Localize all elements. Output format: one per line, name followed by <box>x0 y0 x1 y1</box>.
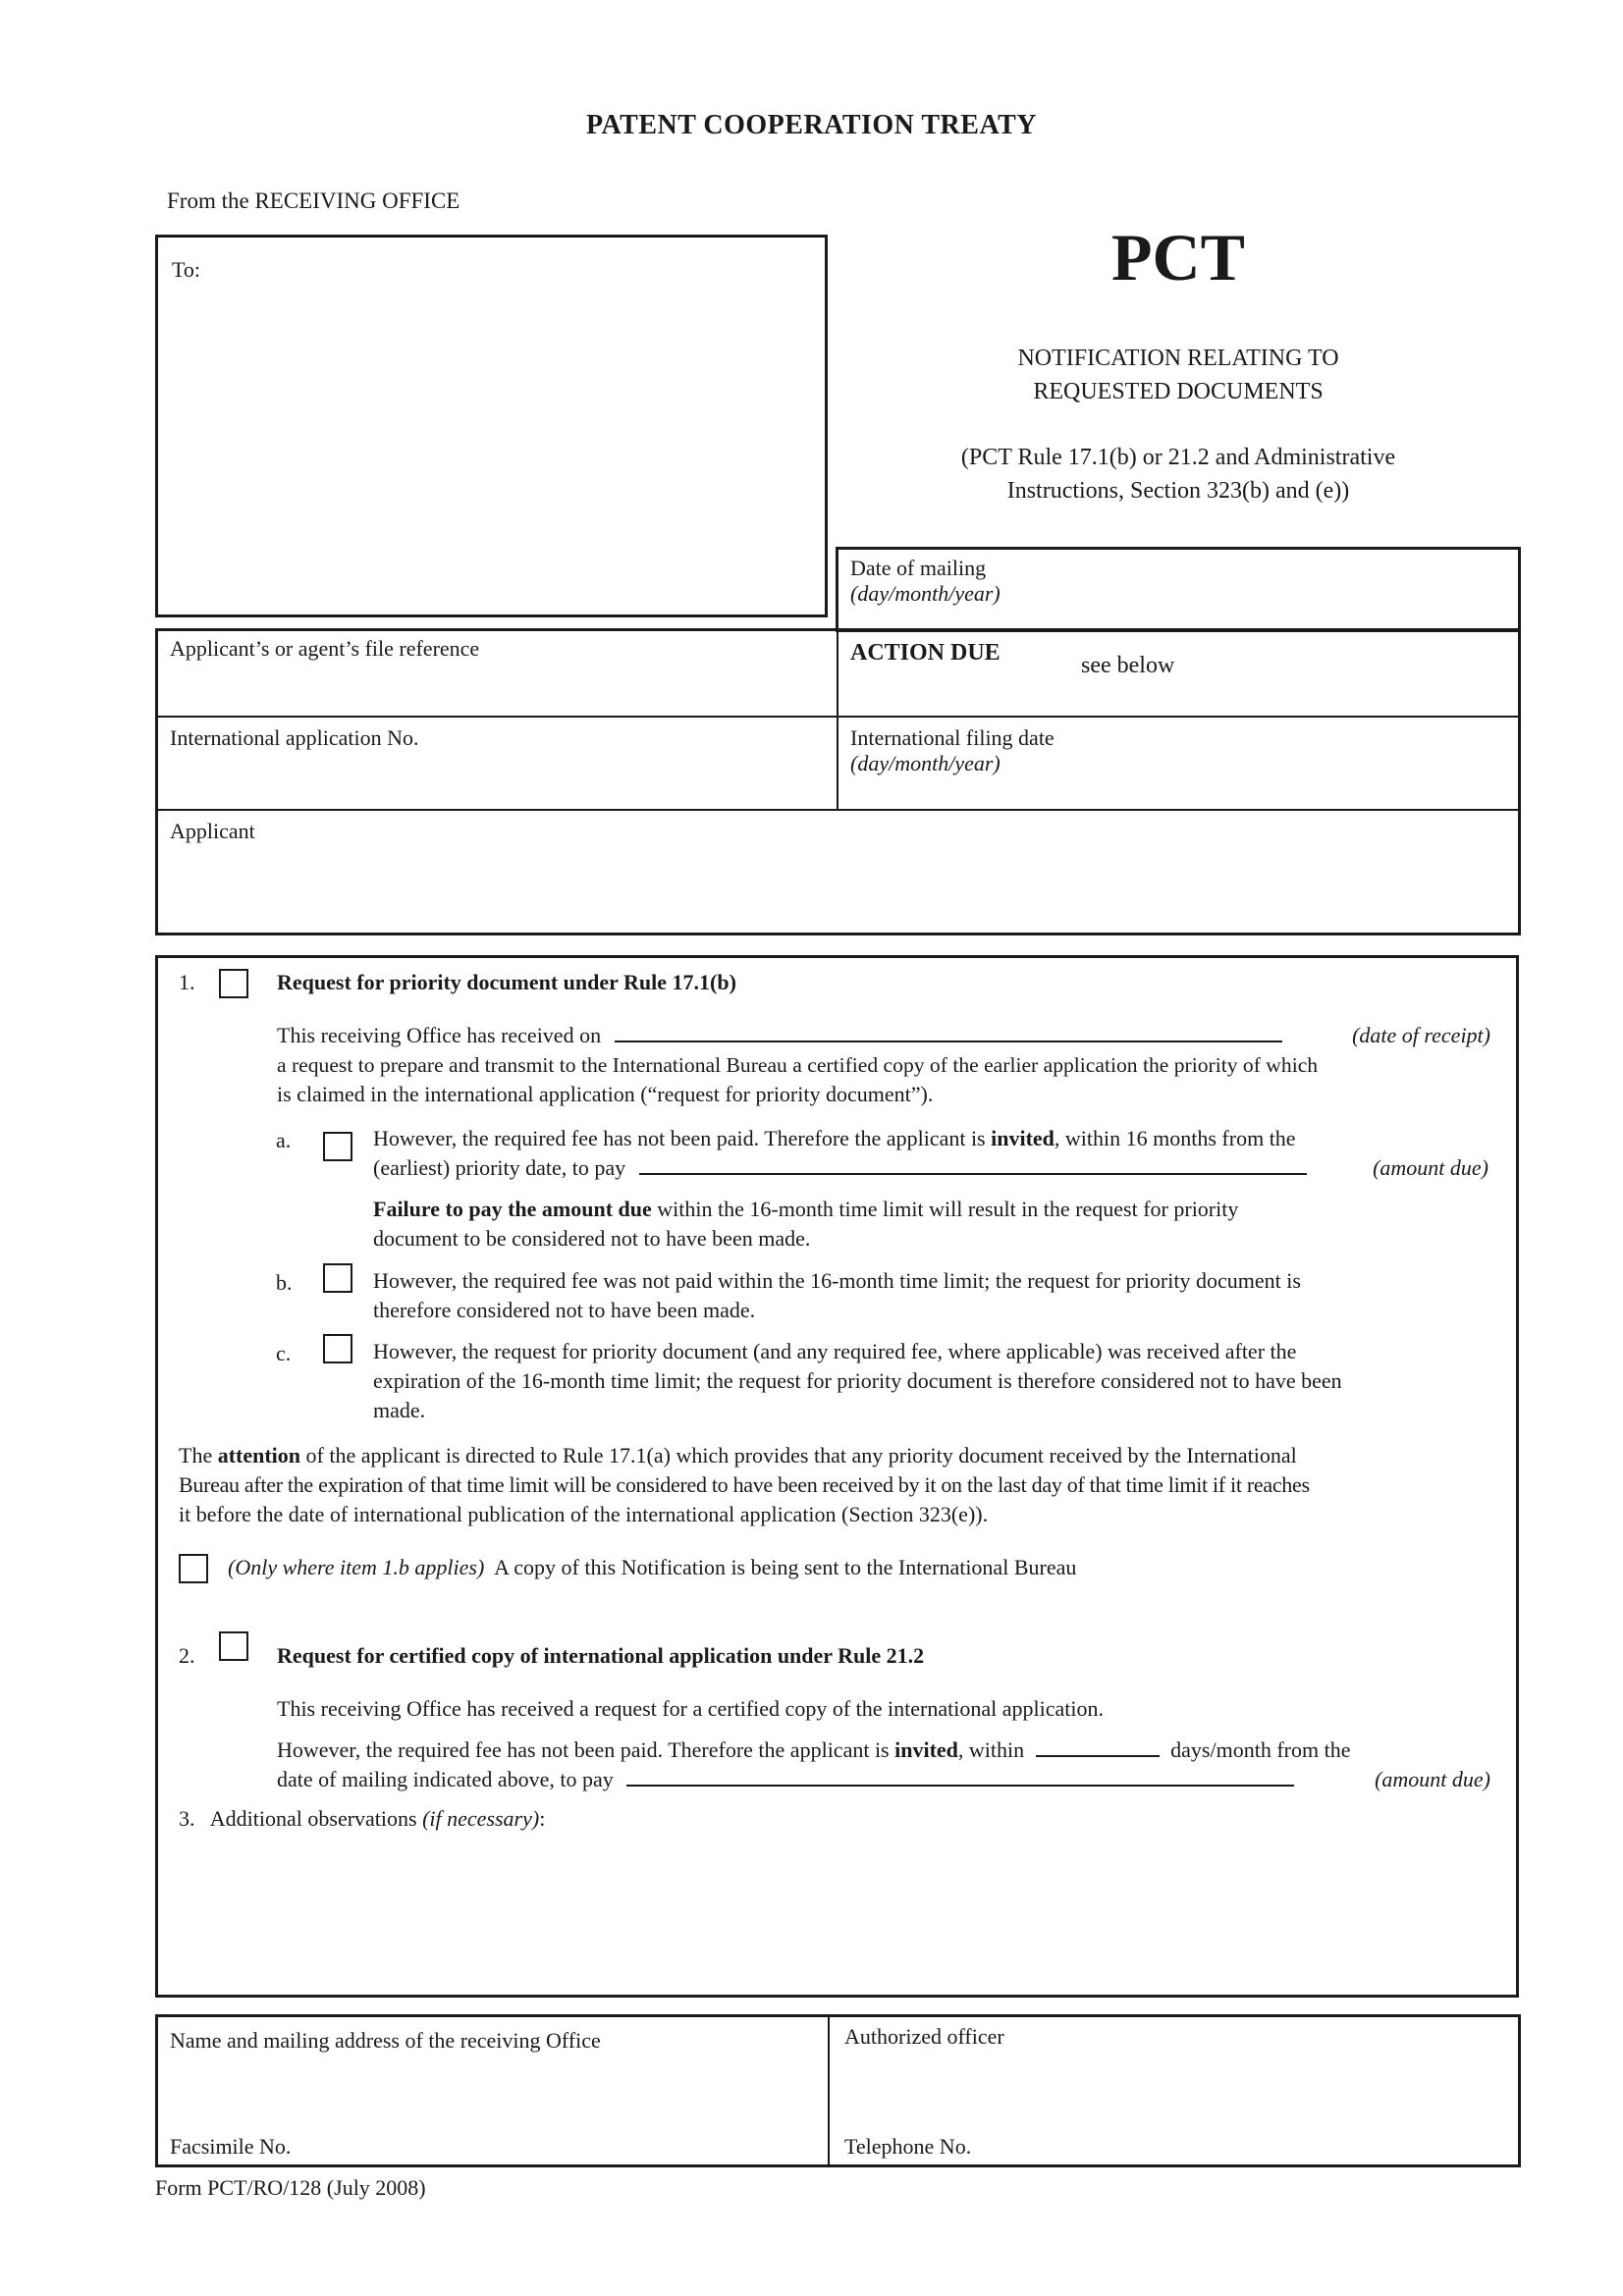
item1a-failure-line2: document to be considered not to have been made. <box>373 1226 811 1251</box>
copy-to-ib-checkbox[interactable] <box>179 1554 208 1583</box>
file-reference-label: Applicant’s or agent’s file reference <box>170 636 480 661</box>
item2-amount-blank[interactable] <box>626 1767 1294 1787</box>
authorized-officer-label: Authorized officer <box>844 2024 1004 2049</box>
attention-line3: it before the date of international publication of the international application (Section 323(e)). <box>179 1502 989 1526</box>
treaty-title: PATENT COOPERATION TREATY <box>585 110 1037 140</box>
item1a-text-line2: (earliest) priority date, to pay (amount due) <box>373 1155 1488 1180</box>
date-of-mailing-format: (day/month/year) <box>850 581 1001 606</box>
intl-app-no-label: International application No. <box>170 725 419 750</box>
office-address-label: Name and mailing address of the receiving Office <box>170 2028 601 2053</box>
intl-filing-date-format: (day/month/year) <box>850 751 1001 775</box>
date-of-mailing-label: Date of mailing <box>850 556 987 580</box>
from-label: From the RECEIVING OFFICE <box>167 188 460 213</box>
item2-text-line1: This receiving Office has received a request for a certified copy of the international application. <box>277 1696 1104 1721</box>
item3-label: 3. Additional observations (if necessary): <box>179 1806 546 1831</box>
item1a-letter: a. <box>276 1128 292 1152</box>
grid-vertical-divider <box>837 628 839 811</box>
item2-checkbox[interactable] <box>219 1631 248 1661</box>
rule-reference-line1: (PCT Rule 17.1(b) or 21.2 and Administrative <box>960 445 1396 470</box>
item1b-letter: b. <box>276 1270 293 1295</box>
item1-title: Request for priority document under Rule 17.1(b) <box>277 970 736 994</box>
pct-logo: PCT <box>1111 220 1245 294</box>
item2-number: 2. <box>179 1643 195 1668</box>
item1-text-line2: a request to prepare and transmit to the International Bureau a certified copy of the earlier application the priority of which <box>277 1053 1319 1077</box>
item1b-checkbox[interactable] <box>323 1263 352 1293</box>
item1a-amount-blank[interactable] <box>639 1155 1307 1175</box>
item3-observations-area[interactable] <box>179 1845 1494 1983</box>
item2-text-line3: date of mailing indicated above, to pay (amount due) <box>277 1767 1490 1791</box>
copy-to-ib-note: (Only where item 1.b applies) A copy of this Notification is being sent to the International Bureau <box>228 1555 1077 1579</box>
to-label: To: <box>172 257 201 282</box>
item1-text-line3: is claimed in the international application (“request for priority document”). <box>277 1082 934 1106</box>
item1c-letter: c. <box>276 1341 292 1365</box>
item1c-text-line2: expiration of the 16-month time limit; the request for priority document is therefore considered not to have been <box>373 1368 1342 1393</box>
form-identifier: Form PCT/RO/128 (July 2008) <box>155 2175 426 2200</box>
item1a-failure-line1: Failure to pay the amount due within the 16-month time limit will result in the request for priority <box>373 1197 1239 1221</box>
facsimile-label: Facsimile No. <box>170 2134 292 2159</box>
rule-reference-line2: Instructions, Section 323(b) and (e)) <box>1006 478 1350 504</box>
item1c-text-line3: made. <box>373 1398 426 1422</box>
item1a-text-line1: However, the required fee has not been paid. Therefore the applicant is invited, within 16 months from the <box>373 1126 1296 1150</box>
item2-title: Request for certified copy of international application under Rule 21.2 <box>277 1643 925 1668</box>
item1b-text-line1: However, the required fee was not paid within the 16-month time limit; the request for priority document is <box>373 1268 1301 1293</box>
item2-days-blank[interactable] <box>1036 1737 1160 1757</box>
date-of-mailing-box[interactable] <box>836 547 1521 632</box>
item1-received-on-line: This receiving Office has received on (date of receipt) <box>277 1023 1490 1047</box>
attention-line2: Bureau after the expiration of that time limit will be considered to have been received by it on the last day of that time limit if it reaches <box>179 1472 1310 1497</box>
applicant-label: Applicant <box>170 819 255 843</box>
attention-line1: The attention of the applicant is directed to Rule 17.1(a) which provides that any priority document received by the International <box>179 1443 1297 1468</box>
item2-text-line2: However, the required fee has not been paid. Therefore the applicant is invited, within days/month from the <box>277 1737 1351 1762</box>
item1b-text-line2: therefore considered not to have been made. <box>373 1298 756 1322</box>
item1-checkbox[interactable] <box>219 969 248 998</box>
intl-filing-date-label: International filing date <box>850 725 1055 750</box>
date-of-receipt-blank[interactable] <box>615 1023 1282 1042</box>
footer-vertical-divider <box>828 2014 830 2167</box>
item1-number: 1. <box>179 970 195 994</box>
to-address-box[interactable] <box>155 235 828 617</box>
item1c-checkbox[interactable] <box>323 1334 352 1363</box>
action-due-label: ACTION DUE <box>850 640 1001 666</box>
notification-title-line1: NOTIFICATION RELATING TO <box>1017 346 1339 371</box>
notification-title-line2: REQUESTED DOCUMENTS <box>1033 379 1324 404</box>
item1c-text-line1: However, the request for priority document (and any required fee, where applicable) was received after the <box>373 1339 1297 1363</box>
telephone-label: Telephone No. <box>844 2134 972 2159</box>
action-due-value: see below <box>1081 653 1175 678</box>
item1a-checkbox[interactable] <box>323 1132 352 1161</box>
